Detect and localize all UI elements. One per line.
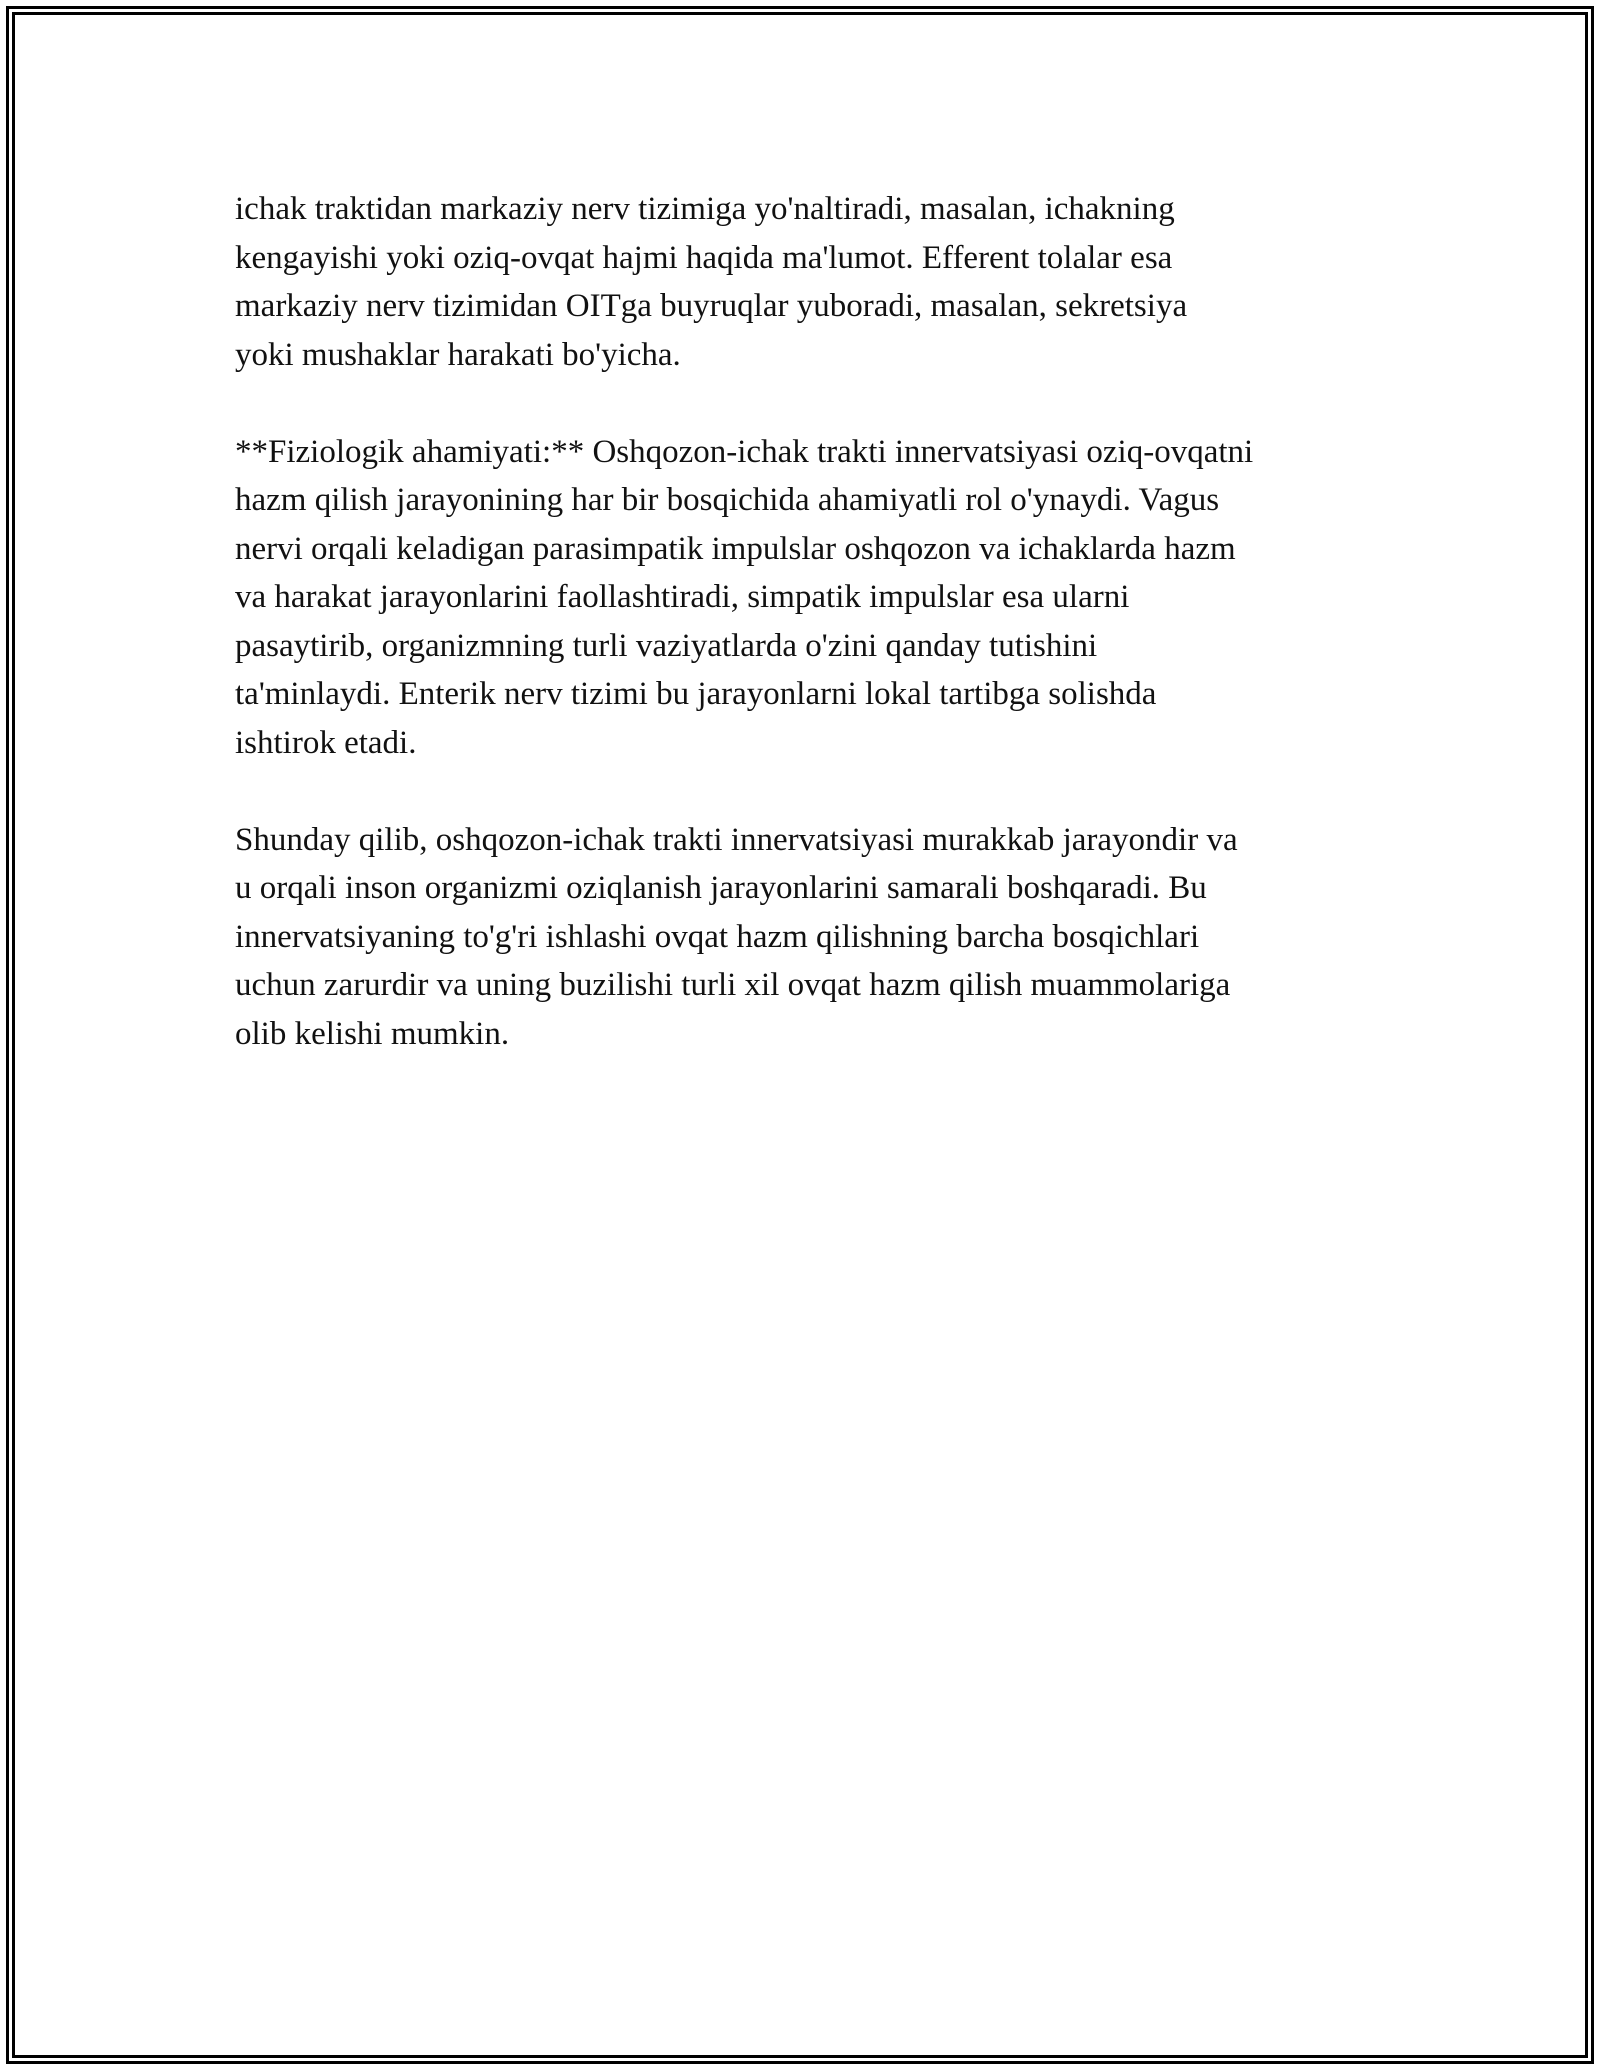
paragraph-continuation: ichak traktidan markaziy nerv tizimiga yo'naltiradi, masalan, ichakning kengayishi yoki oziq-ovqat hajmi haqida ma'lumot. Efferent tolalar esa markaziy nerv tizimidan OITga buyruqlar yuboradi, masalan, sekretsiya yoki mushaklar harakati bo'yicha. [235, 191, 1188, 373]
document-body [235, 185, 1395, 1107]
paragraph-physiological-significance: **Fiziologik ahamiyati:** Oshqozon-ichak trakti innervatsiyasi oziq-ovqatni hazm qilish jarayonining har bir bosqichida ahamiyatli rol o'ynaydi. Vagus nervi orqali keladigan parasimpatik impulslar oshqozon va ichaklarda hazm va harakat jarayonlarini faollashtiradi, simpatik impulslar esa ularni pasaytirib, organizmning turli vaziyatlarda o'zini qanday tutishini ta'minlaydi. Enterik nerv tizimi bu jarayonlarni lokal tartibga solishda ishtirok etadi. [235, 433, 1254, 761]
paragraph-conclusion: Shunday qilib, oshqozon-ichak trakti innervatsiyasi murakkab jarayondir va u orqali inson organizmi oziqlanish jarayonlarini samarali boshqaradi. Bu innervatsiyaning to'g'ri ishlashi ovqat hazm qilishning barcha bosqichlari uchun zarurdir va uning buzilishi turli xil ovqat hazm qilish muammolariga olib kelishi mumkin. [235, 821, 1238, 1052]
